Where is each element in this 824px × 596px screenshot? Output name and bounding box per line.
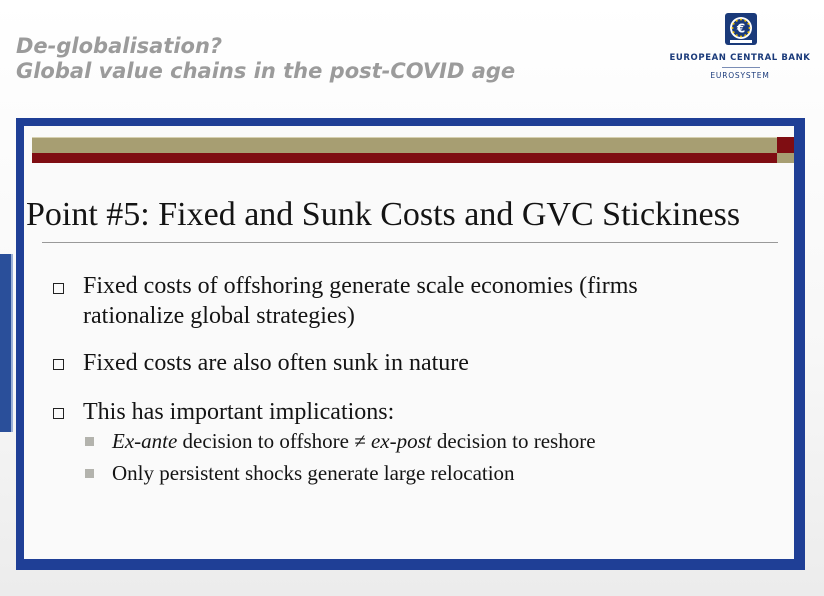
decor-square-olive <box>777 153 794 163</box>
sub-bullet-2: Only persistent shocks generate large relocation <box>112 461 515 485</box>
decor-bar-maroon <box>32 153 777 163</box>
decor-bar-olive <box>32 137 777 154</box>
slide-frame <box>16 118 805 570</box>
sub-bullet-1 <box>112 428 596 454</box>
sub-bullet-1-ex-post: ex-post <box>370 429 432 453</box>
bullet-square-icon <box>53 359 64 370</box>
sub-bullet-square-icon <box>85 437 94 446</box>
presentation-title <box>16 34 515 84</box>
ecb-name: EUROPEAN CENTRAL BANK <box>669 53 811 63</box>
bullet-square-icon <box>53 283 64 294</box>
svg-text:€: € <box>736 21 746 36</box>
bullet-1-line1: Fixed costs of offshoring generate scale economies (firms <box>83 273 638 299</box>
ecb-divider <box>722 67 760 68</box>
ecb-logo <box>660 10 820 82</box>
decor-square-maroon <box>777 137 794 153</box>
sub-bullet-square-icon <box>85 469 94 478</box>
presentation-title-line1: De-globalisation? <box>16 34 223 58</box>
bullet-square-icon <box>53 408 64 419</box>
slide-title: Point #5: Fixed and Sunk Costs and GVC Stickiness <box>26 196 741 233</box>
ecb-emblem-icon <box>724 12 758 46</box>
slide <box>24 126 794 559</box>
ecb-subtitle: EUROSYSTEM <box>710 71 770 80</box>
bullet-2: Fixed costs are also often sunk in nature <box>83 350 469 376</box>
left-edge-panel <box>0 254 13 432</box>
sub-bullet-1-ex-ante: Ex-ante <box>112 429 178 453</box>
presentation-title-line2: Global value chains in the post-COVID age <box>16 59 516 83</box>
bullet-3: This has important implications: <box>83 399 395 425</box>
bullet-1-line2: rationalize global strategies) <box>83 303 355 329</box>
title-divider <box>42 242 778 243</box>
sub-bullet-1-end: decision to reshore <box>431 429 596 453</box>
sub-bullet-1-mid: decision to offshore ≠ <box>177 429 371 453</box>
